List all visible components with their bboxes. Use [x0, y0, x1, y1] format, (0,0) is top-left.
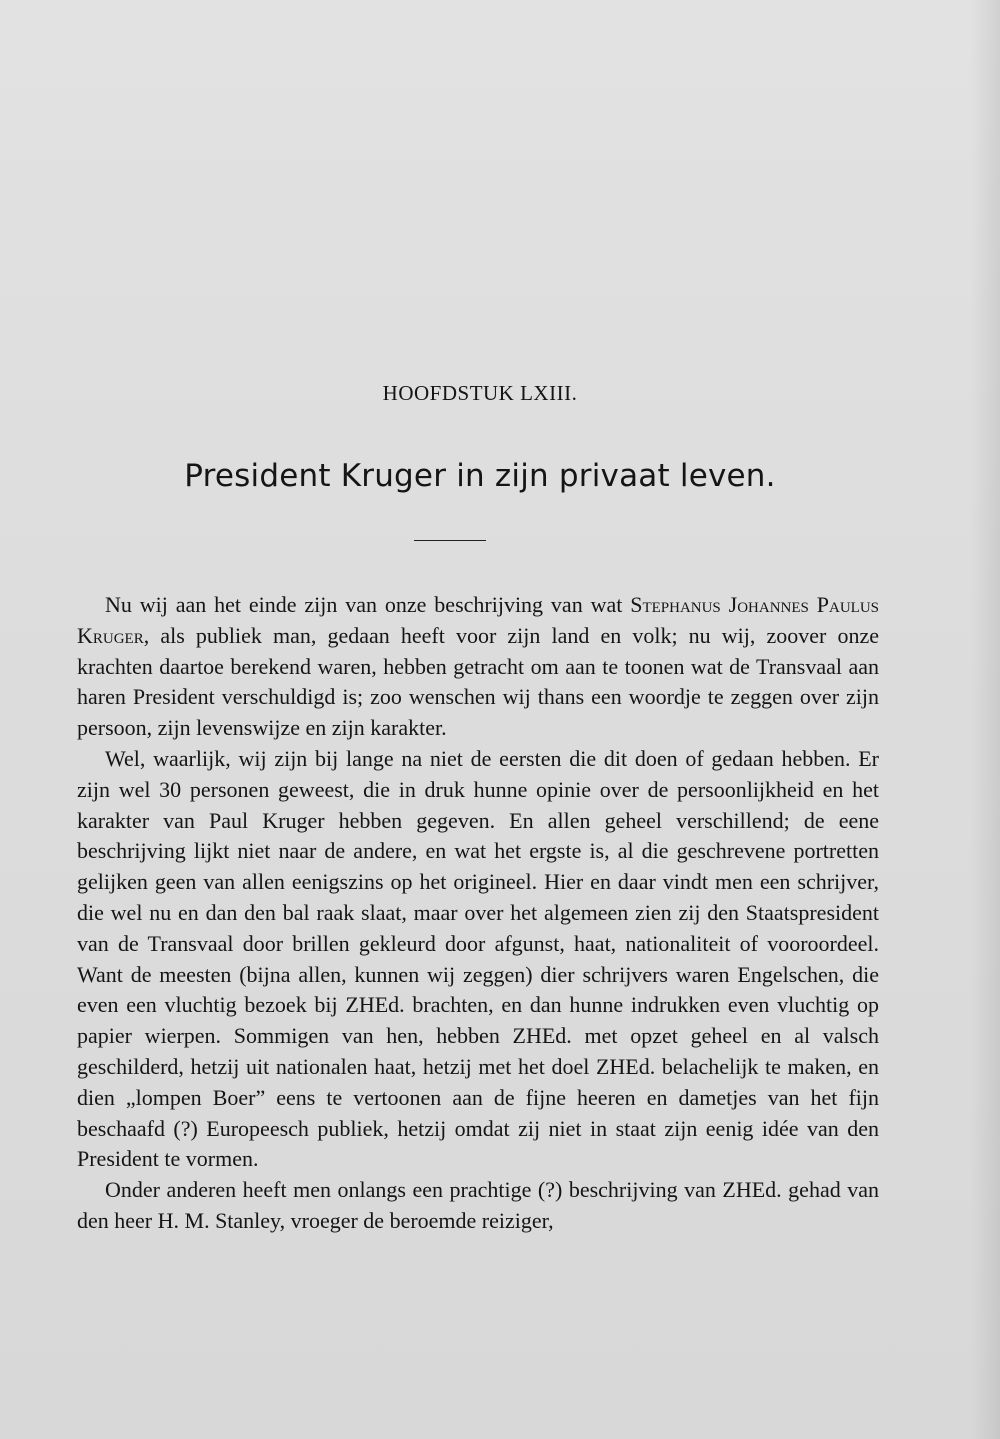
title-divider [414, 540, 486, 541]
paragraph-1 [77, 590, 879, 744]
chapter-heading: HOOFDSTUK LXIII. [382, 381, 578, 405]
body-text [77, 590, 879, 1237]
chapter-title: President Kruger in zijn privaat leven. [184, 458, 776, 494]
paragraph-1-rest: , als publiek man, gedaan heeft voor zijn land en volk; nu wij, zoover onze krachten daartoe berekend waren, hebben getracht om aan te toonen wat de Transvaal aan haren President verschuldigd is; zoo wenschen wij thans een woordje te zeggen over zijn persoon, zijn levenswijze en zijn karakter. [77, 622, 879, 741]
name-stephanus: Stephanus [630, 592, 721, 617]
paragraph-3: Onder anderen heeft men onlangs een prachtige (?) beschrijving van ZHEd. gehad van den heer H. M. Stanley, vroeger de beroemde reiziger, [77, 1177, 879, 1233]
paragraph-2: Wel, waarlijk, wij zijn bij lange na niet de eersten die dit doen of gedaan hebben. Er zijn wel 30 personen geweest, die in druk hunne opinie over de persoonlijkheid en het karakter van Paul Kruger hebben gegeven. En allen geheel verschillend; de eene beschrijving lijkt niet naar de andere, en wat het ergste is, al die geschrevene portretten gelijken geen van allen eenigszins op het origineel. Hier en daar vindt men een schrijver, die wel nu en dan den bal raak slaat, maar over het algemeen zien zij den Staatspresident van de Transvaal door brillen gekleurd door afgunst, haat, nationaliteit of vooroordeel. Want de meesten (bijna allen, kunnen wij zeggen) dier schrijvers waren Engelschen, die even een vluchtig bezoek bij ZHEd. brachten, en dan hunne indrukken even vluchtig op papier wierpen. Sommigen van hen, hebben ZHEd. met opzet geheel en al valsch geschilderd, hetzij uit nationalen haat, hetzij met het doel ZHEd. belachelijk te maken, en dien „lompen Boer” eens te vertoonen aan de fijne heeren en dametjes van het fijn beschaafd (?) Europeesch publiek, hetzij omdat zij niet in staat zijn eenig idée van den President te vormen. [77, 745, 879, 1172]
page-gutter-shadow [970, 0, 1000, 1439]
name-johannes-paulus-kruger: Johannes Paulus Kruger [77, 592, 879, 648]
paragraph-1-intro: Nu wij aan het einde zijn van onze beschrijving van wat [105, 592, 631, 617]
name-space [721, 592, 729, 617]
